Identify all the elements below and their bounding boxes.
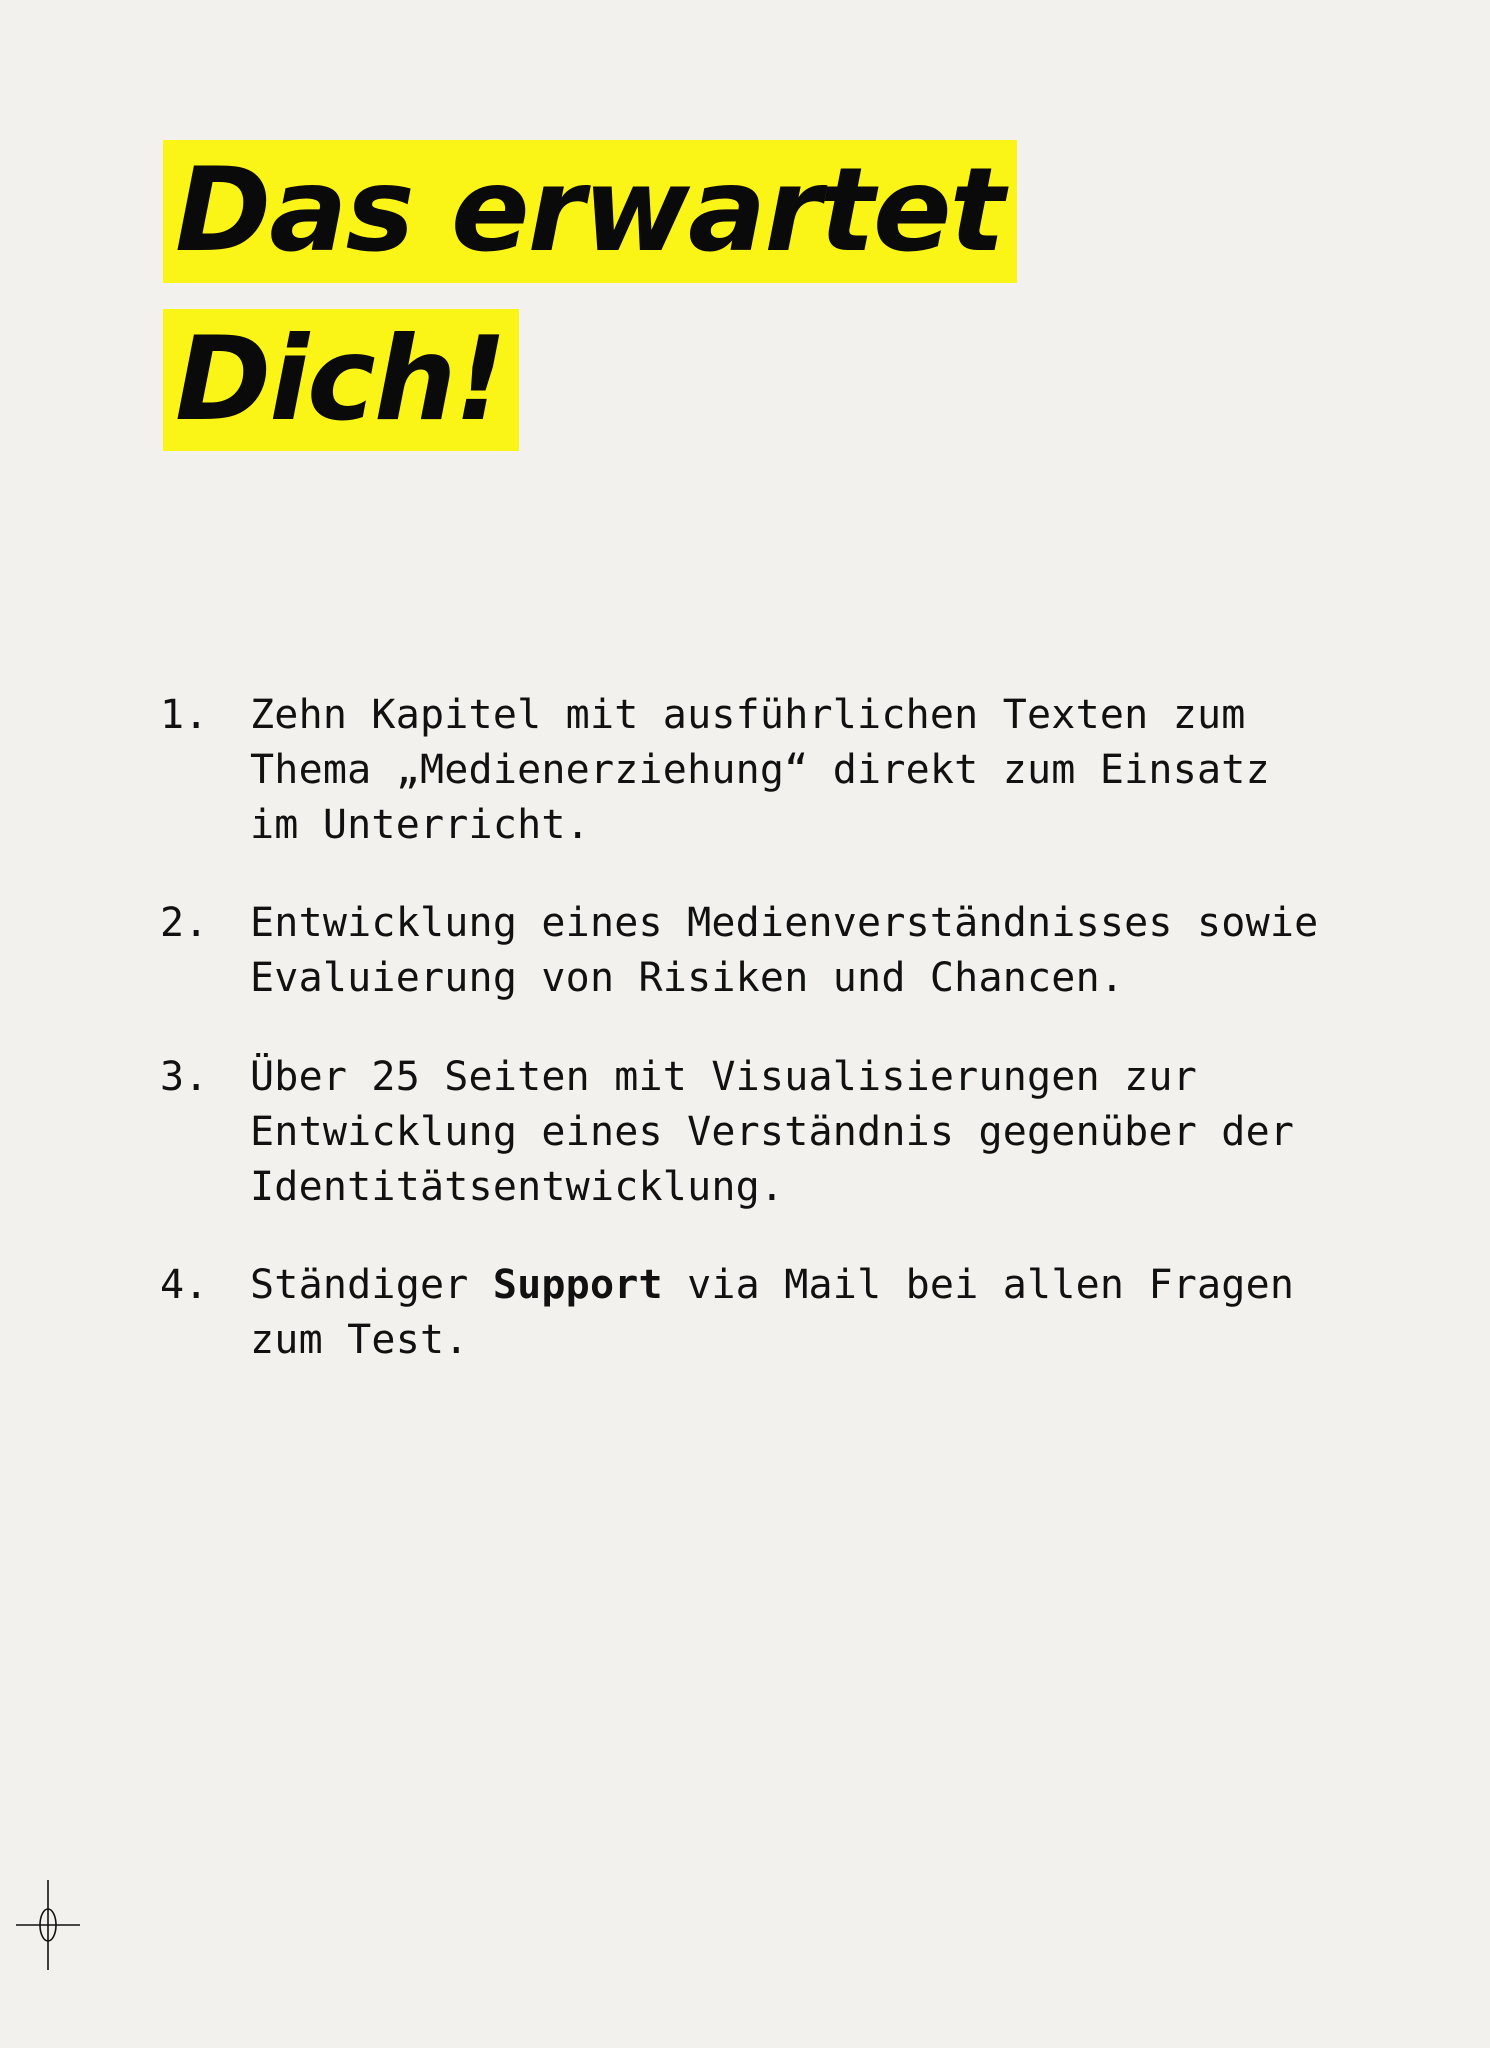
list-item-text <box>250 1050 1320 1214</box>
list-item-text-emphasis: Support <box>492 1262 663 1309</box>
list-item-text <box>250 896 1320 1006</box>
list-item-number: 1. <box>160 692 209 738</box>
list-item-number: 2. <box>160 900 209 947</box>
list-item-number: 3. <box>160 1053 209 1100</box>
list-item-text-main: Über 25 Seiten mit Visualisierungen zur Entwicklung eines Verständnis gegenüber der Identitätsentwicklung. <box>250 1053 1295 1210</box>
list-item-text <box>250 688 1320 852</box>
list-item <box>160 896 1320 1006</box>
list-item <box>160 1258 1320 1368</box>
list-item-text-main: Entwicklung eines Medienverständnisses sowie Evaluierung von Risiken und Chancen. <box>250 900 1319 1002</box>
benefits-list <box>160 688 1320 1368</box>
list-item <box>160 688 1320 852</box>
list-item-text-tail: via Mail bei allen Fragen zum Test. <box>250 1262 1295 1364</box>
registration-mark-icon <box>16 1880 80 1970</box>
list-item-number: 4. <box>160 1262 209 1309</box>
page-title <box>163 140 1313 477</box>
page-title-line-1 <box>163 140 1313 283</box>
page-title-line-1-text: Das erwartet <box>163 140 1017 283</box>
list-item-text <box>250 1258 1320 1368</box>
list-item <box>160 1050 1320 1214</box>
page-title-line-2-text: Dich! <box>163 309 519 452</box>
list-item-text-main: Ständiger <box>250 1262 493 1309</box>
page-title-line-2 <box>163 309 1313 452</box>
list-item-text-main: Zehn Kapitel mit ausführlichen Texten zum Thema „Medienerziehung“ direkt zum Einsatz im Unterricht. <box>250 692 1270 848</box>
